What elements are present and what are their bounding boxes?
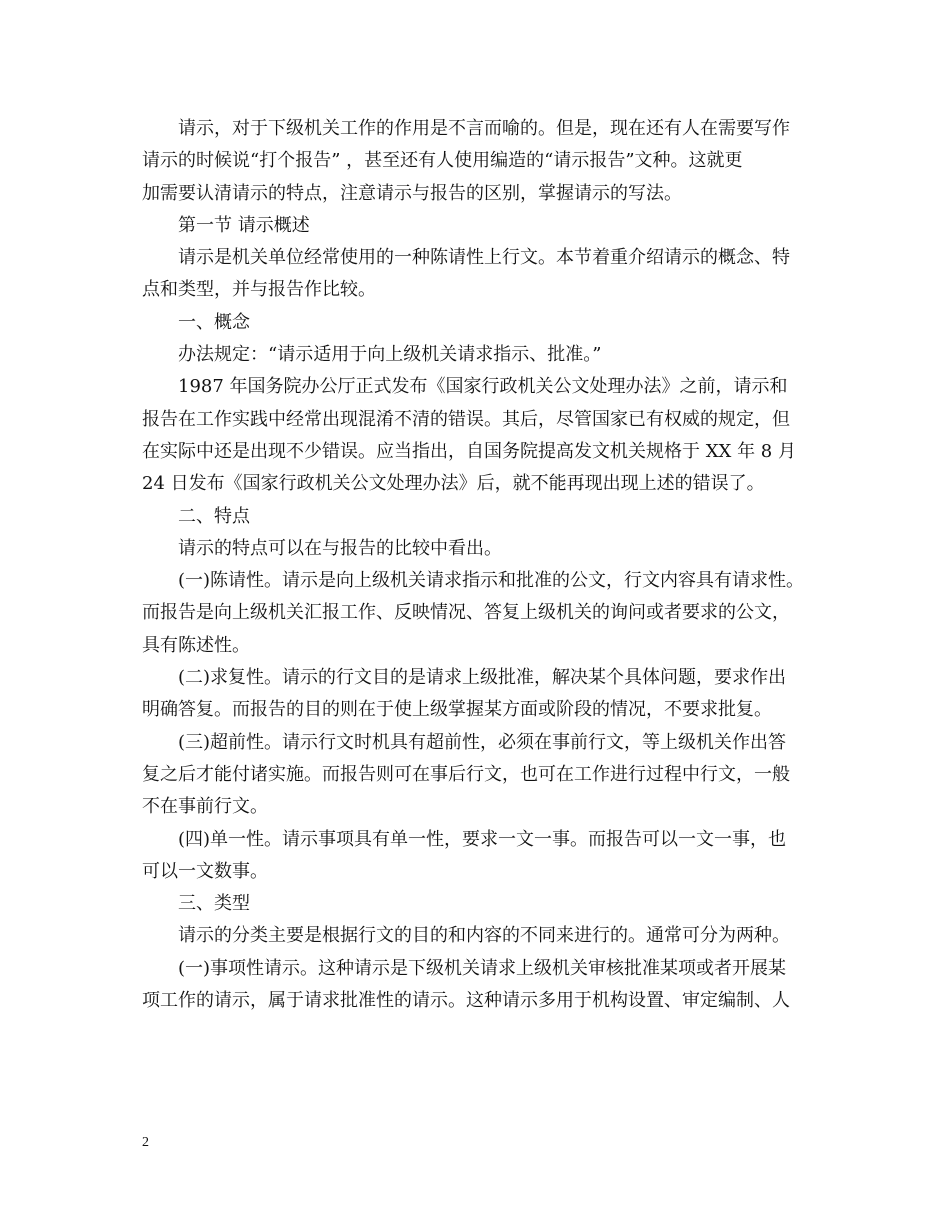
text-line: 不在事前行文。 bbox=[142, 796, 268, 818]
paragraph-features-intro bbox=[142, 533, 822, 565]
text-line: 24 日发布《国家行政机关公文处理办法》后，就不能再现出现上述的错误了。 bbox=[142, 473, 765, 495]
subsection-heading-types bbox=[142, 888, 822, 920]
text-line: 三、类型 bbox=[178, 893, 250, 915]
text-line: 复之后才能付诸实施。而报告则可在事后行文，也可在工作进行过程中行文，一般 bbox=[142, 763, 790, 785]
section-heading bbox=[142, 210, 822, 242]
text-line: 办法规定：“请示适用于向上级机关请求指示、批准。” bbox=[178, 344, 602, 366]
paragraph-feature-1 bbox=[142, 565, 822, 662]
text-line: 第一节 请示概述 bbox=[178, 214, 310, 236]
text-line: 请示的时候说“打个报告” ，甚至还有人使用编造的“请示报告”文种。这就更 bbox=[142, 150, 743, 172]
page-number: 2 bbox=[142, 1135, 149, 1150]
paragraph-regulation bbox=[142, 339, 822, 371]
text-line: 点和类型，并与报告作比较。 bbox=[142, 279, 376, 301]
text-line: 请示是机关单位经常使用的一种陈请性上行文。本节着重介绍请示的概念、特 bbox=[178, 247, 790, 269]
text-line: (三)超前性。请示行文时机具有超前性，必须在事前行文，等上级机关作出答 bbox=[178, 731, 787, 753]
text-line: 明确答复。而报告的目的则在于使上级掌握某方面或阶段的情况，不要求批复。 bbox=[142, 699, 772, 721]
paragraph-intro bbox=[142, 113, 822, 210]
text-line: 报告在工作实践中经常出现混淆不清的错误。其后，尽管国家已有权威的规定，但 bbox=[142, 408, 790, 430]
text-line: 项工作的请示，属于请求批准性的请示。这种请示多用于机构设置、审定编制、人 bbox=[142, 990, 790, 1012]
text-line: 1987 年国务院办公厅正式发布《国家行政机关公文处理办法》之前，请示和 bbox=[178, 376, 788, 398]
text-line: 可以一文数事。 bbox=[142, 860, 268, 882]
document-body bbox=[142, 113, 822, 1017]
text-line: 请示的特点可以在与报告的比较中看出。 bbox=[178, 537, 502, 559]
text-line: 加需要认清请示的特点，注意请示与报告的区别，掌握请示的写法。 bbox=[142, 182, 682, 204]
text-line: 而报告是向上级机关汇报工作、反映情况、答复上级机关的询问或者要求的公文， bbox=[142, 602, 790, 624]
paragraph-type-1 bbox=[142, 953, 822, 1018]
text-line: (四)单一性。请示事项具有单一性，要求一文一事。而报告可以一文一事，也 bbox=[178, 828, 787, 850]
text-line: 具有陈述性。 bbox=[142, 634, 250, 656]
text-line: (一)陈请性。请示是向上级机关请求指示和批准的公文，行文内容具有请求性。 bbox=[178, 570, 805, 592]
text-line: (一)事项性请示。这种请示是下级机关请求上级机关审核批准某项或者开展某 bbox=[178, 957, 787, 979]
text-line: 一、概念 bbox=[178, 311, 250, 333]
text-line: 请示的分类主要是根据行文的目的和内容的不同来进行的。通常可分为两种。 bbox=[178, 925, 790, 947]
text-line: 请示，对于下级机关工作的作用是不言而喻的。但是，现在还有人在需要写作 bbox=[178, 118, 790, 139]
paragraph-feature-3 bbox=[142, 727, 822, 824]
text-line: 在实际中还是出现不少错误。应当指出，自国务院提高发文机关规格于 XX 年 8 月 bbox=[142, 440, 796, 462]
paragraph-feature-2 bbox=[142, 662, 822, 727]
paragraph-feature-4 bbox=[142, 824, 822, 889]
text-line: (二)求复性。请示的行文目的是请求上级批准，解决某个具体问题，要求作出 bbox=[178, 667, 787, 689]
paragraph-history bbox=[142, 371, 822, 500]
subsection-heading-concept bbox=[142, 307, 822, 339]
subsection-heading-features bbox=[142, 501, 822, 533]
paragraph-overview bbox=[142, 242, 822, 307]
paragraph-types-intro bbox=[142, 920, 822, 952]
text-line: 二、特点 bbox=[178, 505, 250, 527]
